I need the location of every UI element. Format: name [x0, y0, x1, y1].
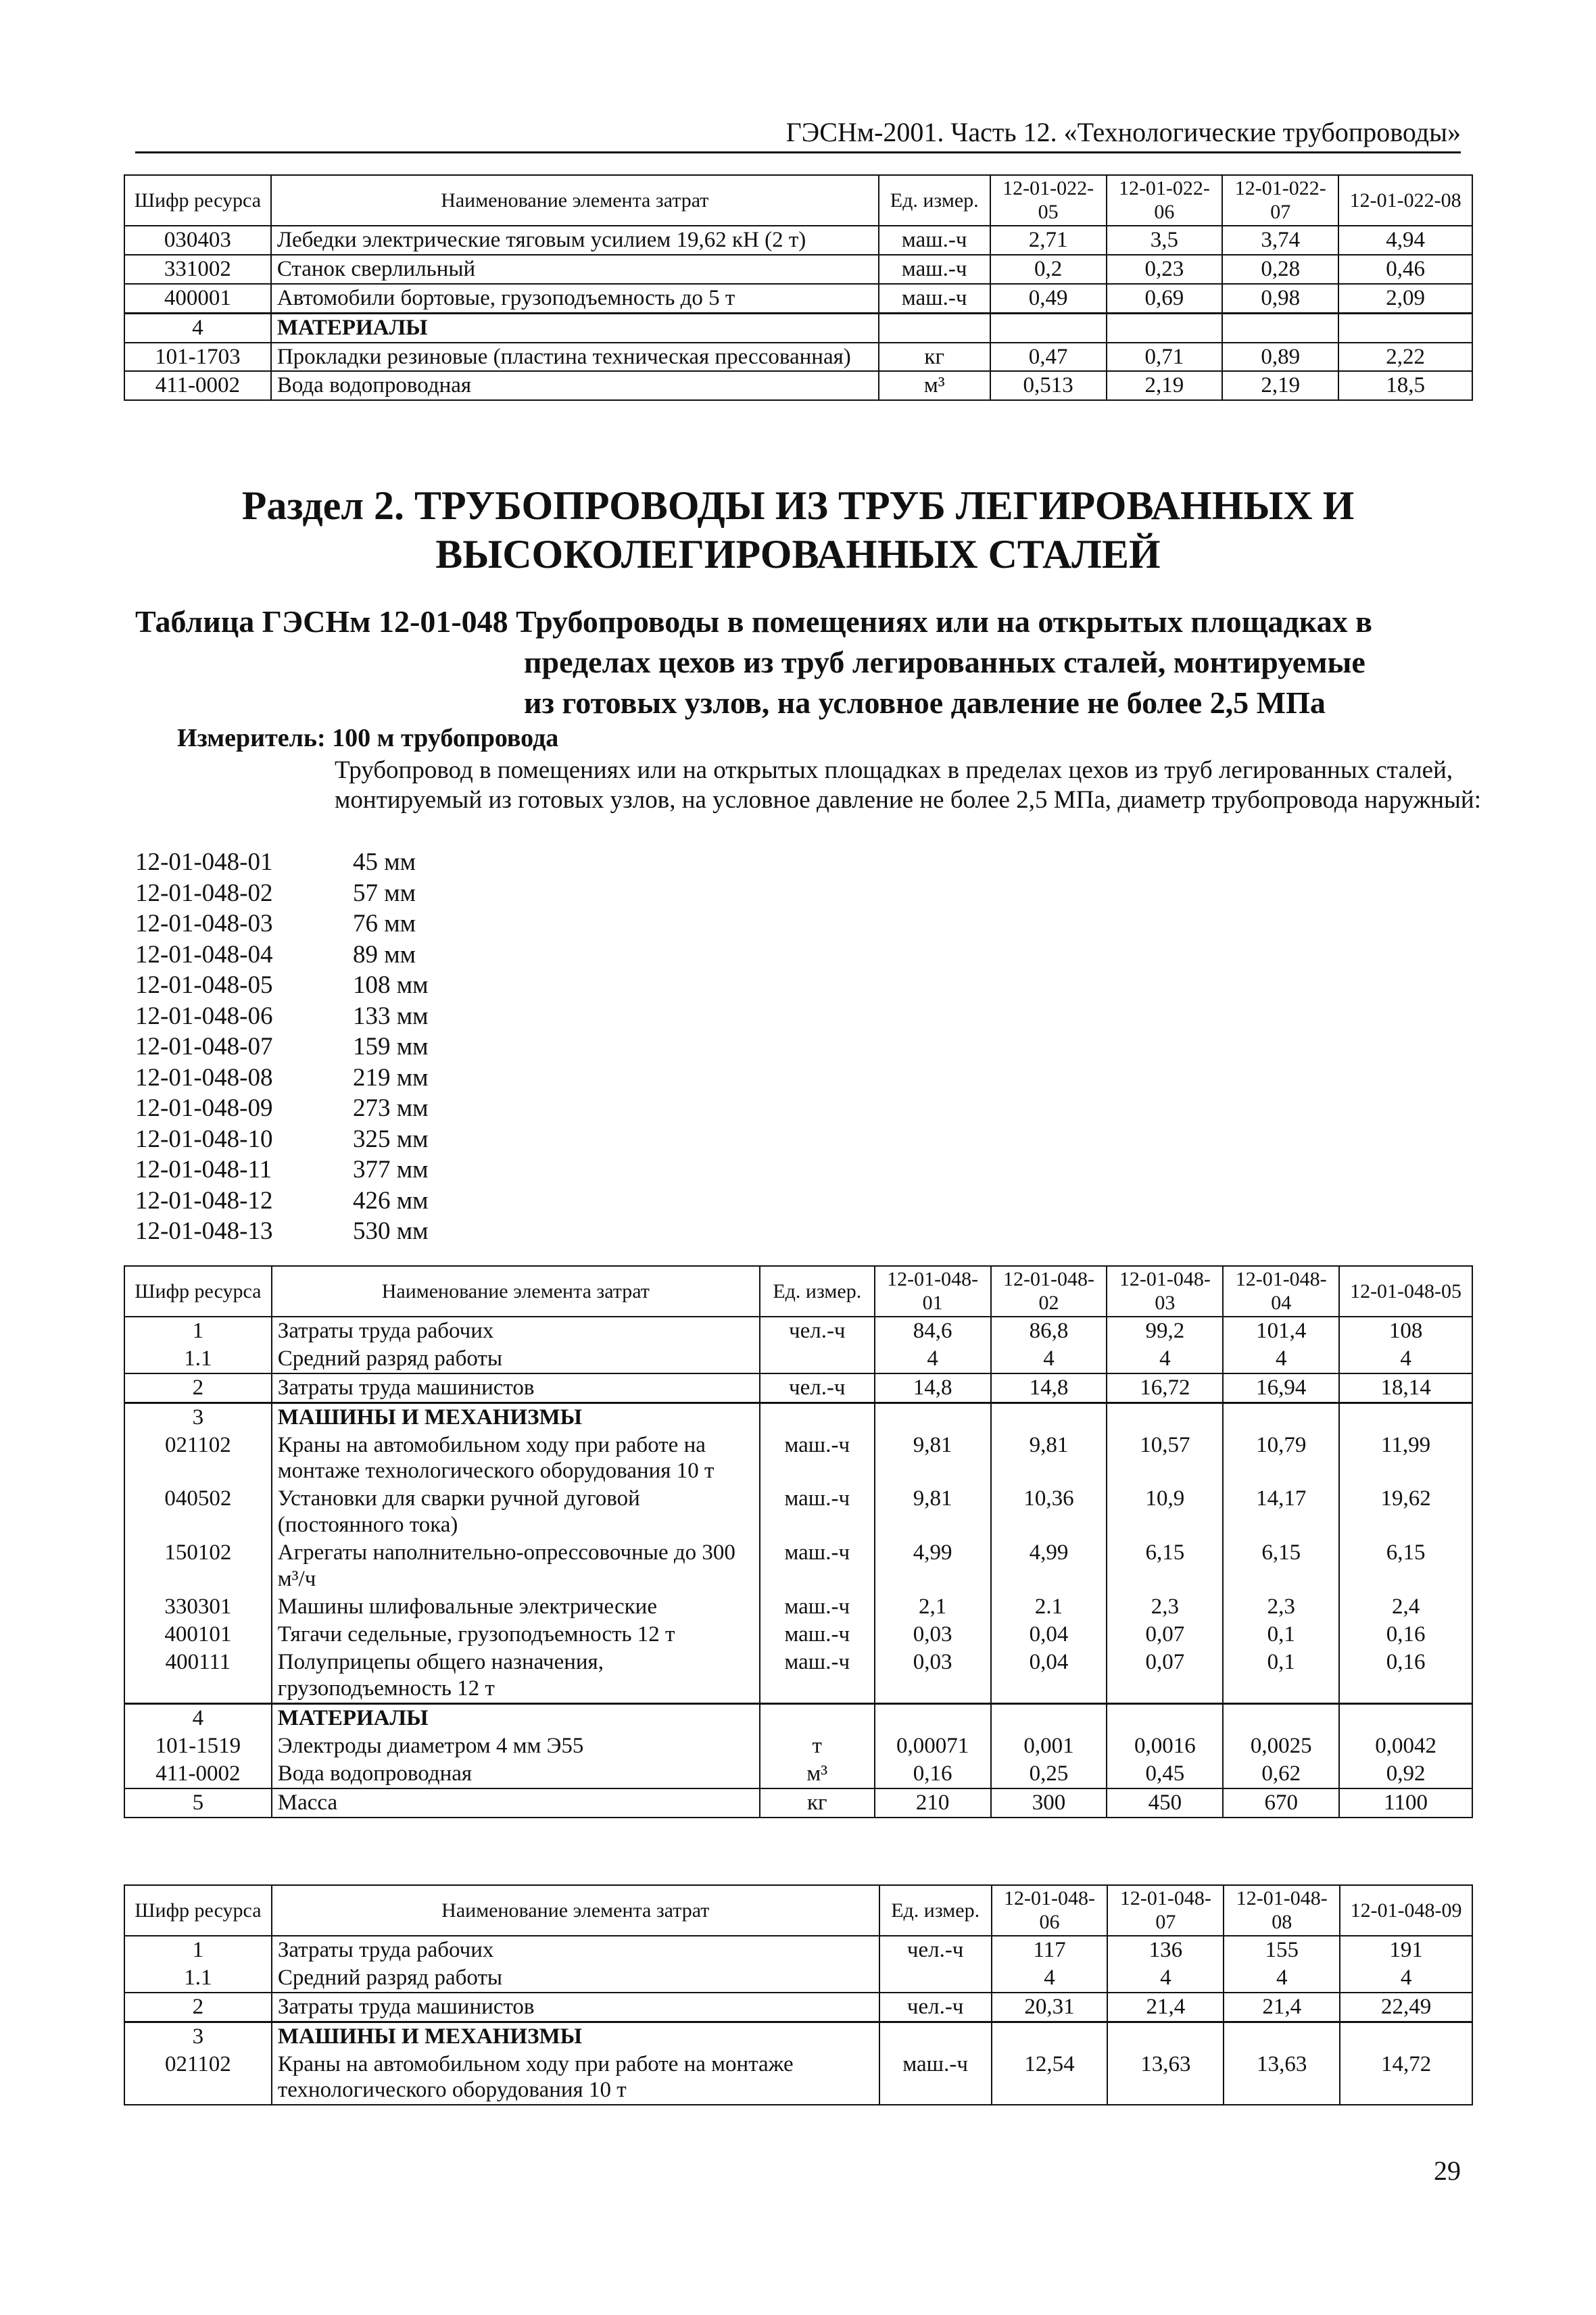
norm-value: 0,46	[1338, 255, 1472, 284]
norm-value: 155	[1224, 1936, 1340, 1964]
resource-code: 1.1	[124, 1964, 272, 1993]
cost-element-name: Вода водопроводная	[271, 371, 879, 400]
norm-item	[135, 1216, 429, 1247]
norm-item	[135, 1093, 429, 1124]
norm-code: 12-01-048-06	[135, 1002, 273, 1030]
norm-value: 0,1	[1223, 1621, 1339, 1649]
table-title	[135, 602, 1480, 723]
norm-code: 12-01-048-04	[135, 940, 273, 969]
norm-value: 0,71	[1107, 343, 1223, 372]
unit-of-measure-cell	[879, 1964, 992, 1993]
norm-value: 4	[1107, 1964, 1224, 1993]
norm-code: 12-01-048-13	[135, 1217, 273, 1245]
table-title-line: Таблица ГЭСНм 12-01-048 Трубопроводы в помещениях или на открытых площадках в	[135, 604, 1372, 639]
norm-code: 12-01-048-12	[135, 1186, 273, 1215]
cost-element-name: Электроды диаметром 4 мм Э55	[272, 1732, 760, 1760]
norm-value: 210	[875, 1788, 991, 1818]
norm-value: 18,5	[1338, 371, 1472, 400]
pipe-diameter: 133 мм	[353, 1002, 429, 1030]
norm-value	[990, 313, 1107, 342]
col-header-code: Шифр ресурса	[124, 1885, 272, 1936]
norm-value: 14,72	[1340, 2051, 1472, 2105]
norm-value	[1340, 2022, 1472, 2050]
pipe-diameter: 108 мм	[353, 971, 429, 999]
norm-value: 2,19	[1222, 371, 1338, 400]
table-row	[124, 1732, 1472, 1760]
cost-element-name: Затраты труда машинистов	[272, 1373, 760, 1403]
table-row	[124, 1649, 1472, 1703]
norm-item	[135, 1124, 429, 1155]
resource-table-048-a	[124, 1265, 1473, 1818]
norm-value: 0,04	[991, 1649, 1107, 1703]
norm-value: 0,23	[1107, 255, 1223, 284]
resource-code: 021102	[124, 2051, 272, 2105]
norm-value	[1222, 313, 1338, 342]
pipe-diameter: 325 мм	[353, 1125, 429, 1153]
resource-table-022	[124, 174, 1473, 401]
resource-code: 2	[124, 1373, 272, 1403]
norm-value: 191	[1340, 1936, 1472, 1964]
norm-value: 99,2	[1107, 1317, 1223, 1345]
norm-value: 0,1	[1223, 1649, 1339, 1703]
unit-of-measure-cell: чел.-ч	[879, 1936, 992, 1964]
unit-of-measure-cell: маш.-ч	[760, 1432, 875, 1486]
table-row	[124, 1485, 1472, 1539]
norm-value: 2,3	[1107, 1593, 1223, 1621]
norm-code: 12-01-048-07	[135, 1033, 273, 1061]
resource-code: 330301	[124, 1593, 272, 1621]
table-header-row	[124, 1885, 1472, 1936]
norm-value: 10,9	[1107, 1485, 1223, 1539]
pipe-diameter: 89 мм	[353, 940, 416, 969]
table-row	[124, 1760, 1472, 1788]
table-row	[124, 371, 1472, 400]
table-row	[124, 343, 1472, 372]
norm-value: 300	[991, 1788, 1107, 1818]
col-header-unit: Ед. измер.	[760, 1266, 875, 1317]
table-header-row	[124, 175, 1472, 226]
norm-code: 12-01-048-09	[135, 1094, 273, 1122]
resource-code: 331002	[124, 255, 271, 284]
table-row	[124, 1936, 1472, 1964]
unit-of-measure-cell	[879, 313, 990, 342]
norm-code: 12-01-048-03	[135, 910, 273, 937]
norm-item	[135, 1001, 429, 1032]
norm-value: 9,81	[991, 1432, 1107, 1486]
unit-of-measure: Измеритель: 100 м трубопровода	[177, 724, 559, 752]
norm-value: 4,99	[875, 1539, 991, 1593]
norm-value: 0,69	[1107, 284, 1223, 313]
norm-value: 0,98	[1222, 284, 1338, 313]
norm-value: 4,94	[1338, 226, 1472, 255]
table-row	[124, 1539, 1472, 1593]
resource-code: 400101	[124, 1621, 272, 1649]
norm-value: 14,8	[875, 1373, 991, 1403]
norm-item	[135, 908, 429, 940]
norm-value: 2.1	[991, 1593, 1107, 1621]
norm-value: 4	[1223, 1345, 1339, 1373]
resource-code: 040502	[124, 1485, 272, 1539]
col-header-norm: 12-01-048-02	[991, 1266, 1107, 1317]
col-header-code: Шифр ресурса	[124, 175, 271, 226]
resource-code: 3	[124, 2022, 272, 2050]
col-header-norm: 12-01-048-03	[1107, 1266, 1223, 1317]
resource-code: 1.1	[124, 1345, 272, 1373]
norm-value: 16,72	[1107, 1373, 1223, 1403]
norm-value: 13,63	[1224, 2051, 1340, 2105]
norm-value: 0,03	[875, 1621, 991, 1649]
norm-item	[135, 970, 429, 1001]
col-header-unit: Ед. измер.	[879, 175, 990, 226]
norm-item	[135, 1031, 429, 1063]
table-row	[124, 1964, 1472, 1993]
norm-value: 9,81	[875, 1432, 991, 1486]
resource-code: 5	[124, 1788, 272, 1818]
norm-value	[991, 1403, 1107, 1431]
unit-of-measure-cell: маш.-ч	[879, 284, 990, 313]
norm-value: 0,0025	[1223, 1732, 1339, 1760]
pipe-diameter: 45 мм	[353, 848, 416, 876]
norm-value: 19,62	[1339, 1485, 1472, 1539]
norm-value: 21,4	[1224, 1993, 1340, 2022]
norm-value: 0,03	[875, 1649, 991, 1703]
norm-value: 2,22	[1338, 343, 1472, 372]
pipe-diameter: 426 мм	[353, 1186, 429, 1215]
resource-table-048-b	[124, 1884, 1473, 2105]
norm-value: 101,4	[1223, 1317, 1339, 1345]
resource-code: 4	[124, 313, 271, 342]
norm-value: 0,62	[1223, 1760, 1339, 1788]
norm-value: 4	[1340, 1964, 1472, 1993]
col-header-name: Наименование элемента затрат	[272, 1885, 879, 1936]
resource-code: 411-0002	[124, 1760, 272, 1788]
norm-code: 12-01-048-02	[135, 879, 273, 907]
header-rule	[135, 151, 1461, 153]
table-header-row	[124, 1266, 1472, 1317]
unit-of-measure-cell: маш.-ч	[760, 1649, 875, 1703]
table-row	[124, 1432, 1472, 1486]
norm-value: 0,28	[1222, 255, 1338, 284]
section-row	[124, 2022, 1472, 2050]
norm-value	[875, 1703, 991, 1732]
cost-element-name: Тягачи седельные, грузоподъемность 12 т	[272, 1621, 760, 1649]
norm-value: 2,71	[990, 226, 1107, 255]
cost-element-name: Затраты труда рабочих	[272, 1317, 760, 1345]
norm-value	[991, 1703, 1107, 1732]
col-header-norm: 12-01-048-08	[1224, 1885, 1340, 1936]
cost-element-name: МАТЕРИАЛЫ	[272, 1703, 760, 1732]
norm-value: 10,57	[1107, 1432, 1223, 1486]
cost-element-name: Автомобили бортовые, грузоподъемность до 5 т	[271, 284, 879, 313]
resource-code: 400111	[124, 1649, 272, 1703]
resource-code: 1	[124, 1936, 272, 1964]
unit-of-measure-cell: маш.-ч	[760, 1593, 875, 1621]
norm-value: 2,3	[1223, 1593, 1339, 1621]
col-header-norm: 12-01-048-09	[1340, 1885, 1472, 1936]
col-header-norm: 12-01-048-06	[992, 1885, 1108, 1936]
table-row	[124, 226, 1472, 255]
table-title-line: из готовых узлов, на условное давление не более 2,5 МПа	[524, 685, 1326, 720]
resource-code: 101-1519	[124, 1732, 272, 1760]
norm-value: 4,99	[991, 1539, 1107, 1593]
unit-of-measure-cell	[760, 1403, 875, 1431]
cost-element-name: Средний разряд работы	[272, 1964, 879, 1993]
norm-value: 2,09	[1338, 284, 1472, 313]
norm-value: 20,31	[992, 1993, 1108, 2022]
norm-value: 0,16	[875, 1760, 991, 1788]
section-row	[124, 1703, 1472, 1732]
table-row	[124, 1788, 1472, 1818]
norm-value: 0,0042	[1339, 1732, 1472, 1760]
norm-value: 450	[1107, 1788, 1223, 1818]
norm-item-list	[135, 847, 429, 1247]
norm-value: 0,00071	[875, 1732, 991, 1760]
pipe-diameter: 219 мм	[353, 1063, 429, 1092]
norm-value	[1107, 1703, 1223, 1732]
table-row	[124, 1317, 1472, 1345]
cost-element-name: Машины шлифовальные электрические	[272, 1593, 760, 1621]
unit-of-measure-cell	[879, 2022, 992, 2050]
resource-code: 400001	[124, 284, 271, 313]
table-title-line: пределах цехов из труб легированных сталей, монтируемые	[524, 644, 1365, 679]
work-description: Трубопровод в помещениях или на открытых площадках в пределах цехов из труб легированных сталей, монтируемый из готовых узлов, на условное давление не более 2,5 МПа, диаметр трубопровода наружный:	[335, 756, 1481, 814]
cost-element-name: Лебедки электрические тяговым усилием 19,62 кН (2 т)	[271, 226, 879, 255]
col-header-norm: 12-01-048-04	[1223, 1266, 1339, 1317]
cost-element-name: МАШИНЫ И МЕХАНИЗМЫ	[272, 2022, 879, 2050]
pipe-diameter: 57 мм	[353, 879, 416, 907]
norm-value	[1339, 1703, 1472, 1732]
norm-value	[1223, 1703, 1339, 1732]
unit-of-measure-cell: маш.-ч	[879, 255, 990, 284]
cost-element-name: Полуприцепы общего назначения, грузоподъемность 12 т	[272, 1649, 760, 1703]
section-title: Раздел 2. ТРУБОПРОВОДЫ ИЗ ТРУБ ЛЕГИРОВАННЫХ И ВЫСОКОЛЕГИРОВАННЫХ СТАЛЕЙ	[241, 483, 1355, 577]
norm-value	[1338, 313, 1472, 342]
norm-code: 12-01-048-01	[135, 848, 273, 876]
unit-of-measure-cell: т	[760, 1732, 875, 1760]
table-row	[124, 284, 1472, 313]
norm-value: 12,54	[992, 2051, 1108, 2105]
norm-item	[135, 878, 429, 909]
norm-value: 670	[1223, 1788, 1339, 1818]
norm-value: 0,47	[990, 343, 1107, 372]
norm-item	[135, 847, 429, 878]
norm-code: 12-01-048-08	[135, 1063, 273, 1092]
norm-value: 1100	[1339, 1788, 1472, 1818]
unit-of-measure-cell	[760, 1703, 875, 1732]
norm-item	[135, 1186, 429, 1217]
cost-element-name: Средний разряд работы	[272, 1345, 760, 1373]
table-row	[124, 255, 1472, 284]
norm-value: 4	[875, 1345, 991, 1373]
norm-code: 12-01-048-10	[135, 1125, 273, 1153]
norm-value: 0,45	[1107, 1760, 1223, 1788]
norm-code: 12-01-048-11	[135, 1156, 272, 1184]
pipe-diameter: 273 мм	[353, 1094, 429, 1122]
table-row	[124, 2051, 1472, 2105]
cost-element-name: Затраты труда машинистов	[272, 1993, 879, 2022]
unit-of-measure-cell: кг	[879, 343, 990, 372]
norm-value	[1224, 2022, 1340, 2050]
norm-value: 0,25	[991, 1760, 1107, 1788]
unit-of-measure-cell: маш.-ч	[760, 1485, 875, 1539]
norm-value: 10,36	[991, 1485, 1107, 1539]
unit-of-measure-cell: чел.-ч	[879, 1993, 992, 2022]
unit-of-measure-cell: чел.-ч	[760, 1317, 875, 1345]
table-row	[124, 1373, 1472, 1403]
resource-code: 1	[124, 1317, 272, 1345]
norm-value: 6,15	[1107, 1539, 1223, 1593]
unit-of-measure-cell: маш.-ч	[760, 1621, 875, 1649]
norm-value: 6,15	[1223, 1539, 1339, 1593]
table-row	[124, 1621, 1472, 1649]
norm-value: 2,1	[875, 1593, 991, 1621]
norm-value: 0,89	[1222, 343, 1338, 372]
cost-element-name: Прокладки резиновые (пластина техническая прессованная)	[271, 343, 879, 372]
norm-value: 9,81	[875, 1485, 991, 1539]
norm-value: 0,001	[991, 1732, 1107, 1760]
cost-element-name: Станок сверлильный	[271, 255, 879, 284]
norm-value: 4	[1107, 1345, 1223, 1373]
running-header: ГЭСНм-2001. Часть 12. «Технологические трубопроводы»	[785, 117, 1461, 147]
col-header-norm: 12-01-022-05	[990, 175, 1107, 226]
norm-value: 11,99	[1339, 1432, 1472, 1486]
resource-code: 150102	[124, 1539, 272, 1593]
pipe-diameter: 377 мм	[353, 1156, 429, 1184]
cost-element-name: Масса	[272, 1788, 760, 1818]
table-row	[124, 1993, 1472, 2022]
section-row	[124, 1403, 1472, 1431]
cost-element-name: Краны на автомобильном ходу при работе на монтаже технологического оборудования 10 т	[272, 1432, 760, 1486]
col-header-norm: 12-01-048-07	[1107, 1885, 1224, 1936]
norm-value: 21,4	[1107, 1993, 1224, 2022]
norm-value: 18,14	[1339, 1373, 1472, 1403]
col-header-norm: 12-01-048-01	[875, 1266, 991, 1317]
table-row	[124, 1593, 1472, 1621]
unit-of-measure-cell: маш.-ч	[879, 2051, 992, 2105]
resource-code: 021102	[124, 1432, 272, 1486]
resource-code: 4	[124, 1703, 272, 1732]
resource-code: 101-1703	[124, 343, 271, 372]
col-header-norm: 12-01-022-06	[1107, 175, 1223, 226]
norm-value: 86,8	[991, 1317, 1107, 1345]
norm-value	[1107, 1403, 1223, 1431]
norm-value: 14,8	[991, 1373, 1107, 1403]
pipe-diameter: 159 мм	[353, 1033, 429, 1061]
pipe-diameter: 530 мм	[353, 1217, 429, 1245]
resource-code: 3	[124, 1403, 272, 1431]
norm-value: 0,16	[1339, 1621, 1472, 1649]
cost-element-name: Краны на автомобильном ходу при работе на монтаже технологического оборудования 10 т	[272, 2051, 879, 2105]
norm-value: 0,49	[990, 284, 1107, 313]
norm-value: 108	[1339, 1317, 1472, 1345]
norm-item	[135, 940, 429, 971]
norm-value: 136	[1107, 1936, 1224, 1964]
table-row	[124, 1345, 1472, 1373]
cost-element-name: МАТЕРИАЛЫ	[271, 313, 879, 342]
unit-of-measure-cell	[760, 1345, 875, 1373]
norm-value: 0,07	[1107, 1649, 1223, 1703]
norm-value: 2,4	[1339, 1593, 1472, 1621]
col-header-norm: 12-01-022-07	[1222, 175, 1338, 226]
norm-value: 4	[991, 1345, 1107, 1373]
norm-value: 4	[1339, 1345, 1472, 1373]
section-row	[124, 313, 1472, 342]
norm-item	[135, 1063, 429, 1094]
norm-value: 0,16	[1339, 1649, 1472, 1703]
pipe-diameter: 76 мм	[353, 910, 416, 937]
norm-value: 13,63	[1107, 2051, 1224, 2105]
norm-value: 22,49	[1340, 1993, 1472, 2022]
cost-element-name: Агрегаты наполнительно-опрессовочные до 300 м³/ч	[272, 1539, 760, 1593]
norm-value	[1223, 1403, 1339, 1431]
norm-value: 3,74	[1222, 226, 1338, 255]
norm-value: 117	[992, 1936, 1108, 1964]
resource-code: 2	[124, 1993, 272, 2022]
norm-value: 2,19	[1107, 371, 1223, 400]
norm-code: 12-01-048-05	[135, 971, 273, 999]
norm-value: 0,04	[991, 1621, 1107, 1649]
norm-value: 0,92	[1339, 1760, 1472, 1788]
norm-value	[1339, 1403, 1472, 1431]
col-header-norm: 12-01-022-08	[1338, 175, 1472, 226]
page-number: 29	[1434, 2155, 1461, 2186]
col-header-name: Наименование элемента затрат	[272, 1266, 760, 1317]
norm-value	[992, 2022, 1108, 2050]
norm-value: 10,79	[1223, 1432, 1339, 1486]
norm-value: 0,513	[990, 371, 1107, 400]
norm-value: 0,07	[1107, 1621, 1223, 1649]
norm-item	[135, 1154, 429, 1186]
cost-element-name: Вода водопроводная	[272, 1760, 760, 1788]
norm-value	[1107, 2022, 1224, 2050]
unit-of-measure-cell: м³	[760, 1760, 875, 1788]
unit-of-measure-cell: м³	[879, 371, 990, 400]
cost-element-name: Затраты труда рабочих	[272, 1936, 879, 1964]
norm-value: 16,94	[1223, 1373, 1339, 1403]
unit-of-measure-cell: кг	[760, 1788, 875, 1818]
resource-code: 030403	[124, 226, 271, 255]
col-header-unit: Ед. измер.	[879, 1885, 992, 1936]
norm-value: 0,0016	[1107, 1732, 1223, 1760]
norm-value: 0,2	[990, 255, 1107, 284]
norm-value: 4	[1224, 1964, 1340, 1993]
col-header-code: Шифр ресурса	[124, 1266, 272, 1317]
col-header-name: Наименование элемента затрат	[271, 175, 879, 226]
cost-element-name: МАШИНЫ И МЕХАНИЗМЫ	[272, 1403, 760, 1431]
resource-code: 411-0002	[124, 371, 271, 400]
norm-value	[875, 1403, 991, 1431]
unit-of-measure-cell: чел.-ч	[760, 1373, 875, 1403]
norm-value: 6,15	[1339, 1539, 1472, 1593]
col-header-norm: 12-01-048-05	[1339, 1266, 1472, 1317]
norm-value	[1107, 313, 1223, 342]
unit-of-measure-cell: маш.-ч	[760, 1539, 875, 1593]
unit-of-measure-cell: маш.-ч	[879, 226, 990, 255]
norm-value: 3,5	[1107, 226, 1223, 255]
cost-element-name: Установки для сварки ручной дуговой (постоянного тока)	[272, 1485, 760, 1539]
norm-value: 84,6	[875, 1317, 991, 1345]
norm-value: 14,17	[1223, 1485, 1339, 1539]
norm-value: 4	[992, 1964, 1108, 1993]
